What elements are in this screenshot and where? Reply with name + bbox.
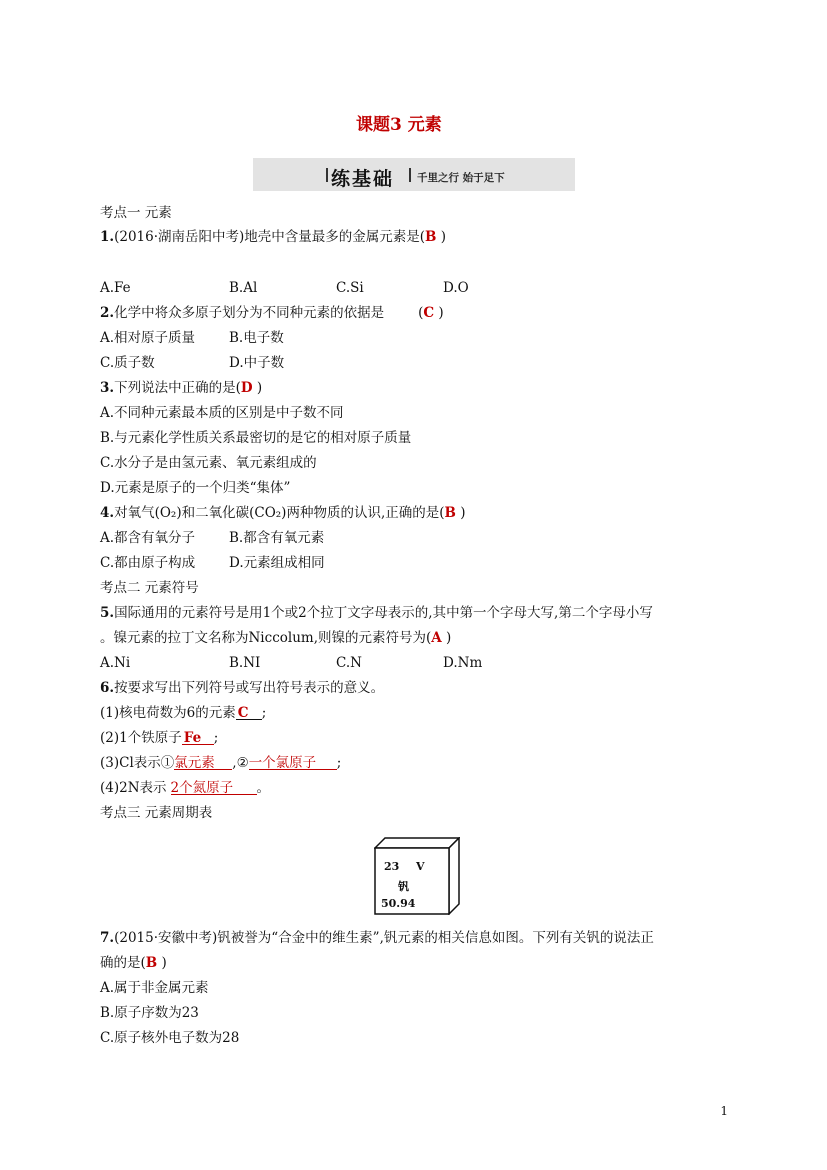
question-6-part-1 — [100, 705, 266, 721]
answer: B — [145, 955, 158, 971]
part-middle: ,② — [232, 755, 249, 771]
answer: C — [423, 305, 435, 321]
atomic-number: 23 — [384, 860, 400, 873]
banner-sub-text: 千里之行 始于足下 — [417, 172, 505, 184]
option-c: C.水分子是由氢元素、氧元素组成的 — [100, 455, 317, 471]
part-prompt: (2)1个铁原子 — [100, 730, 182, 746]
part-end: ; — [213, 730, 219, 746]
banner-bar-left — [326, 168, 328, 182]
question-number: 2. — [100, 305, 115, 321]
question-7-line-1 — [100, 930, 654, 946]
question-text: (2015·安徽中考)钒被誉为“合金中的维生素”,钒元素的相关信息如图。下列有关钒的说法正 — [114, 930, 654, 946]
option-a: A.Fe — [100, 280, 131, 296]
question-open: ( — [418, 305, 424, 321]
question-close: ) — [252, 380, 263, 396]
question-number: 1. — [100, 229, 115, 245]
section-heading-3: 考点三 元素周期表 — [100, 805, 213, 821]
answer: 氯元素 — [174, 755, 215, 771]
element-name: 钒 — [398, 880, 409, 893]
answer: B — [425, 229, 437, 245]
answer-blank — [236, 705, 262, 720]
question-text: 化学中将众多原子划分为不同种元素的依据是 — [114, 305, 385, 321]
option-a: A.Ni — [100, 655, 131, 671]
answer-blank — [174, 755, 232, 770]
question-4 — [100, 505, 466, 521]
question-text: (2016·湖南岳阳中考)地壳中含量最多的金属元素是( — [114, 229, 426, 245]
question-close: ) — [441, 630, 452, 646]
question-6-part-2 — [100, 730, 218, 746]
section-banner — [253, 158, 575, 191]
question-2 — [100, 305, 444, 321]
section-heading-1: 考点一 元素 — [100, 205, 172, 221]
question-3 — [100, 380, 262, 396]
option-d: D.Nm — [443, 655, 483, 671]
question-number: 5. — [100, 605, 115, 621]
banner-main-text: 练基础 — [331, 168, 395, 190]
option-b: B.电子数 — [229, 330, 284, 346]
option-a: A.都含有氧分子 — [100, 530, 196, 546]
option-b: B.NI — [229, 655, 261, 671]
option-b: B.原子序数为23 — [100, 1005, 199, 1021]
question-close: ) — [157, 955, 167, 971]
option-b: B.都含有氧元素 — [229, 530, 325, 546]
answer: Fe — [183, 730, 202, 746]
option-b: B.Al — [229, 280, 258, 296]
answer: 2个氮原子 — [170, 780, 234, 796]
banner-bar-right — [409, 168, 411, 182]
option-a: A.属于非金属元素 — [100, 980, 209, 996]
question-text: 下列说法中正确的是( — [114, 380, 241, 396]
periodic-element-tile — [374, 837, 460, 915]
question-close: ) — [436, 229, 447, 245]
question-text: 。镍元素的拉丁文名称为Niccolum,则镍的元素符号为( — [100, 630, 432, 646]
question-number: 6. — [100, 680, 115, 696]
question-number: 3. — [100, 380, 115, 396]
answer: C — [237, 705, 249, 721]
question-close: ) — [455, 505, 466, 521]
question-5-line-2 — [100, 630, 451, 646]
option-d: D.元素是原子的一个归类“集体” — [100, 480, 291, 496]
option-d: D.元素组成相同 — [229, 555, 325, 571]
part-prompt: (3)Cl表示① — [100, 755, 175, 771]
part-end: ; — [261, 705, 267, 721]
option-c: C.N — [336, 655, 362, 671]
question-6 — [100, 680, 384, 696]
option-b: B.与元素化学性质关系最密切的是它的相对原子质量 — [100, 430, 412, 446]
question-close: ) — [434, 305, 444, 321]
question-number: 7. — [100, 930, 115, 946]
question-6-part-3 — [100, 755, 341, 771]
option-c: C.原子核外电子数为28 — [100, 1030, 240, 1046]
part-prompt: (1)核电荷数为6的元素 — [100, 705, 236, 721]
page-title: 课题3 元素 — [356, 115, 442, 135]
part-end: 。 — [256, 780, 271, 796]
question-text: 国际通用的元素符号是用1个或2个拉丁文字母表示的,其中第一个字母大写,第二个字母小写 — [114, 605, 653, 621]
question-text: 确的是( — [100, 955, 146, 971]
answer: 一个氯原子 — [248, 755, 317, 771]
part-prompt: (4)2N表示 — [100, 780, 167, 796]
question-number: 4. — [100, 505, 115, 521]
section-heading-2: 考点二 元素符号 — [100, 580, 199, 596]
option-d: D.中子数 — [229, 355, 285, 371]
option-a: A.不同种元素最本质的区别是中子数不同 — [100, 405, 344, 421]
option-c: C.都由原子构成 — [100, 555, 196, 571]
option-c: C.Si — [336, 280, 364, 296]
question-5-line-1 — [100, 605, 653, 621]
part-end: ; — [336, 755, 342, 771]
answer: B — [444, 505, 456, 521]
question-text: 按要求写出下列符号或写出符号表示的意义。 — [114, 680, 385, 696]
question-7-line-2 — [100, 955, 167, 971]
answer-blank — [171, 780, 257, 795]
page-number: 1 — [720, 1104, 728, 1118]
answer: A — [431, 630, 442, 646]
question-6-part-4 — [100, 780, 270, 796]
answer-blank — [182, 730, 214, 745]
element-symbol: V — [416, 860, 425, 873]
option-d: D.O — [443, 280, 469, 296]
option-c: C.质子数 — [100, 355, 155, 371]
option-a: A.相对原子质量 — [100, 330, 196, 346]
atomic-mass: 50.94 — [381, 897, 416, 910]
question-1 — [100, 229, 446, 245]
question-text: 对氧气(O₂)和二氧化碳(CO₂)两种物质的认识,正确的是( — [114, 505, 445, 521]
answer-blank — [249, 755, 337, 770]
answer: D — [240, 380, 253, 396]
